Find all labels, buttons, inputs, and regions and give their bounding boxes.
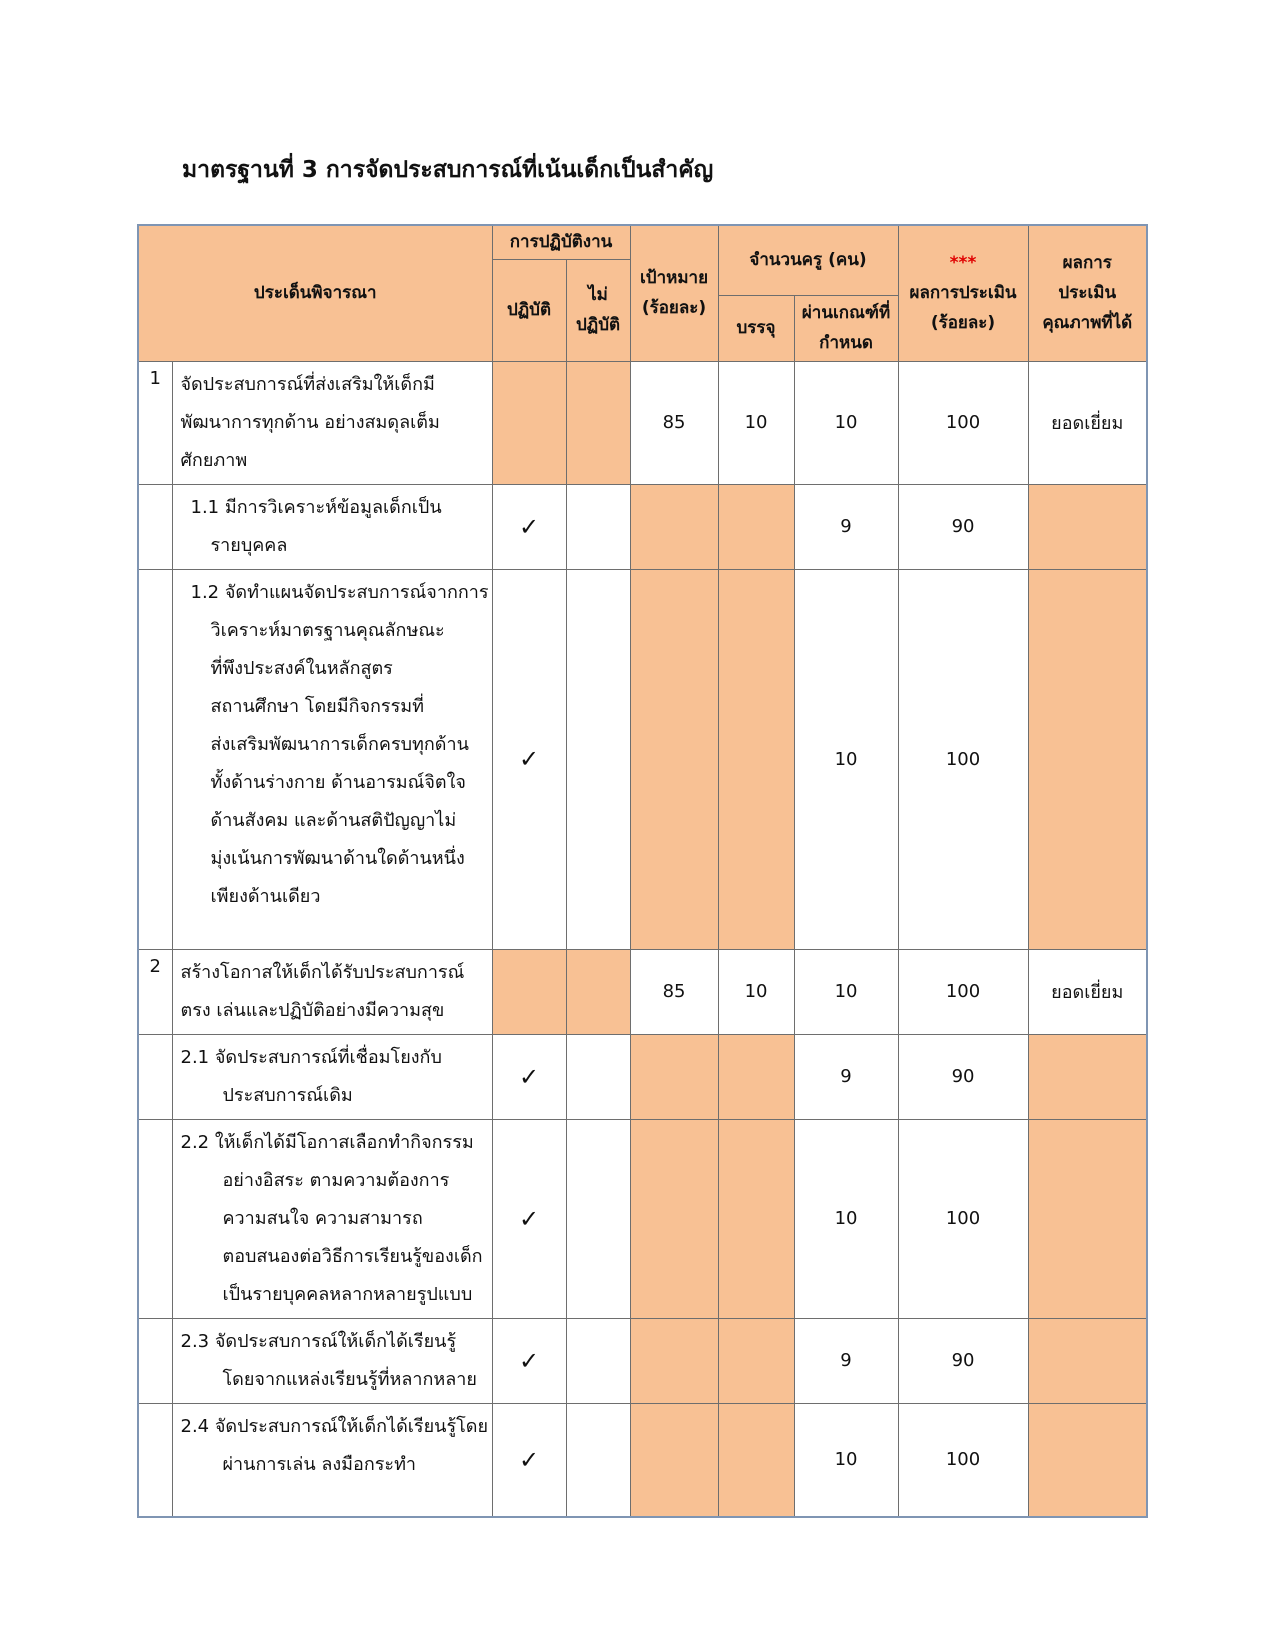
row-topic: 2.3 จัดประสบการณ์ให้เด็กได้เรียนรู้ โดยจากแหล่งเรียนรู้ที่หลากหลาย: [172, 1318, 492, 1403]
table-row: [138, 484, 1147, 569]
passed-cell: 10: [794, 1403, 898, 1517]
result-mark: ***: [949, 253, 977, 274]
quality-cell: [1028, 1034, 1147, 1119]
page-title: มาตรฐานที่ 3 การจัดประสบการณ์ที่เน้นเด็กเป็นสำคัญ: [182, 157, 714, 183]
assigned-cell: [718, 1403, 794, 1517]
row-topic: สร้างโอกาสให้เด็กได้รับประสบการณ์ ตรง เล่นและปฏิบัติอย่างมีความสุข: [172, 949, 492, 1034]
passed-cell: 10: [794, 569, 898, 949]
result-cell: 90: [898, 1034, 1028, 1119]
target-cell: [630, 1403, 718, 1517]
not-practice-cell: [566, 1119, 630, 1318]
not-practice-cell: [566, 1318, 630, 1403]
passed-cell: 10: [794, 1119, 898, 1318]
result-cell: 100: [898, 361, 1028, 484]
result-cell: 90: [898, 1318, 1028, 1403]
row-topic: 2.1 จัดประสบการณ์ที่เชื่อมโยงกับ ประสบการณ์เดิม: [172, 1034, 492, 1119]
quality-cell: ยอดเยี่ยม: [1028, 361, 1147, 484]
row-topic: 1.1 มีการวิเคราะห์ข้อมูลเด็กเป็น รายบุคคล: [172, 484, 492, 569]
header-result: *** ผลการประเมิน (ร้อยละ): [898, 225, 1028, 361]
table-row: [138, 1034, 1147, 1119]
result-cell: 100: [898, 569, 1028, 949]
row-topic: 1.2 จัดทำแผนจัดประสบการณ์จากการ วิเคราะห์มาตรฐานคุณลักษณะ ที่พึงประสงค์ในหลักสูตร สถานศึกษา โดยมีกิจกรรมที่ ส่งเสริมพัฒนาการเด็กครบทุกด้าน ทั้งด้านร่างกาย ด้านอารมณ์จิตใจ ด้านสังคม และด้านสติปัญญาไม่ มุ่งเน้นการพัฒนาด้านใดด้านหนึ่ง เพียงด้านเดียว: [172, 569, 492, 949]
table-row: [138, 361, 1147, 484]
passed-cell: 9: [794, 484, 898, 569]
not-practice-cell: [566, 569, 630, 949]
standard-table: [137, 224, 1148, 1518]
not-practice-cell: [566, 1034, 630, 1119]
assigned-cell: [718, 569, 794, 949]
table-row: [138, 1318, 1147, 1403]
row-topic: 2.2 ให้เด็กได้มีโอกาสเลือกทำกิจกรรม อย่างอิสระ ตามความต้องการ ความสนใจ ความสามารถ ตอบสนองต่อวิธีการเรียนรู้ของเด็ก เป็นรายบุคคลหลากหลายรูปแบบ: [172, 1119, 492, 1318]
target-cell: 85: [630, 361, 718, 484]
row-index: 2: [138, 949, 172, 1034]
row-index: 1: [138, 361, 172, 484]
assigned-cell: [718, 1318, 794, 1403]
check-icon: ✓: [492, 1318, 566, 1403]
assigned-cell: [718, 1119, 794, 1318]
result-cell: 100: [898, 949, 1028, 1034]
assigned-cell: [718, 1034, 794, 1119]
check-icon: ✓: [492, 1403, 566, 1517]
row-topic: 2.4 จัดประสบการณ์ให้เด็กได้เรียนรู้โดย ผ่านการเล่น ลงมือกระทำ: [172, 1403, 492, 1517]
header-practice-group: การปฏิบัติงาน: [492, 225, 630, 259]
target-cell: 85: [630, 949, 718, 1034]
passed-cell: 10: [794, 361, 898, 484]
header-not-practice: ไม่ ปฏิบัติ: [566, 259, 630, 361]
table-row: [138, 949, 1147, 1034]
header-practice: ปฏิบัติ: [492, 259, 566, 361]
check-icon: ✓: [492, 1034, 566, 1119]
table-row: [138, 1119, 1147, 1318]
not-practice-cell: [566, 484, 630, 569]
assigned-cell: 10: [718, 949, 794, 1034]
not-practice-cell: [566, 949, 630, 1034]
row-topic: จัดประสบการณ์ที่ส่งเสริมให้เด็กมี พัฒนาการทุกด้าน อย่างสมดุลเต็ม ศักยภาพ: [172, 361, 492, 484]
result-cell: 100: [898, 1119, 1028, 1318]
target-cell: [630, 1034, 718, 1119]
passed-cell: 10: [794, 949, 898, 1034]
not-practice-cell: [566, 1403, 630, 1517]
quality-cell: [1028, 1318, 1147, 1403]
target-cell: [630, 569, 718, 949]
not-practice-cell: [566, 361, 630, 484]
check-icon: ✓: [492, 484, 566, 569]
result-cell: 100: [898, 1403, 1028, 1517]
assigned-cell: [718, 484, 794, 569]
passed-cell: 9: [794, 1318, 898, 1403]
target-cell: [630, 484, 718, 569]
assigned-cell: 10: [718, 361, 794, 484]
practice-cell: [492, 361, 566, 484]
quality-cell: [1028, 1119, 1147, 1318]
practice-cell: [492, 949, 566, 1034]
check-icon: ✓: [492, 1119, 566, 1318]
header-quality: ผลการ ประเมิน คุณภาพที่ได้: [1028, 225, 1147, 361]
target-cell: [630, 1119, 718, 1318]
table-row: [138, 1403, 1147, 1517]
header-target: เป้าหมาย (ร้อยละ): [630, 225, 718, 361]
header-assigned: บรรจุ: [718, 295, 794, 361]
target-cell: [630, 1318, 718, 1403]
header-topic: ประเด็นพิจารณา: [138, 225, 492, 361]
passed-cell: 9: [794, 1034, 898, 1119]
quality-cell: [1028, 484, 1147, 569]
result-cell: 90: [898, 484, 1028, 569]
header-teachers-group: จำนวนครู (คน): [718, 225, 898, 295]
quality-cell: [1028, 569, 1147, 949]
header-passed: ผ่านเกณฑ์ที่ กำหนด: [794, 295, 898, 361]
check-icon: ✓: [492, 569, 566, 949]
quality-cell: ยอดเยี่ยม: [1028, 949, 1147, 1034]
table-row: [138, 569, 1147, 949]
quality-cell: [1028, 1403, 1147, 1517]
